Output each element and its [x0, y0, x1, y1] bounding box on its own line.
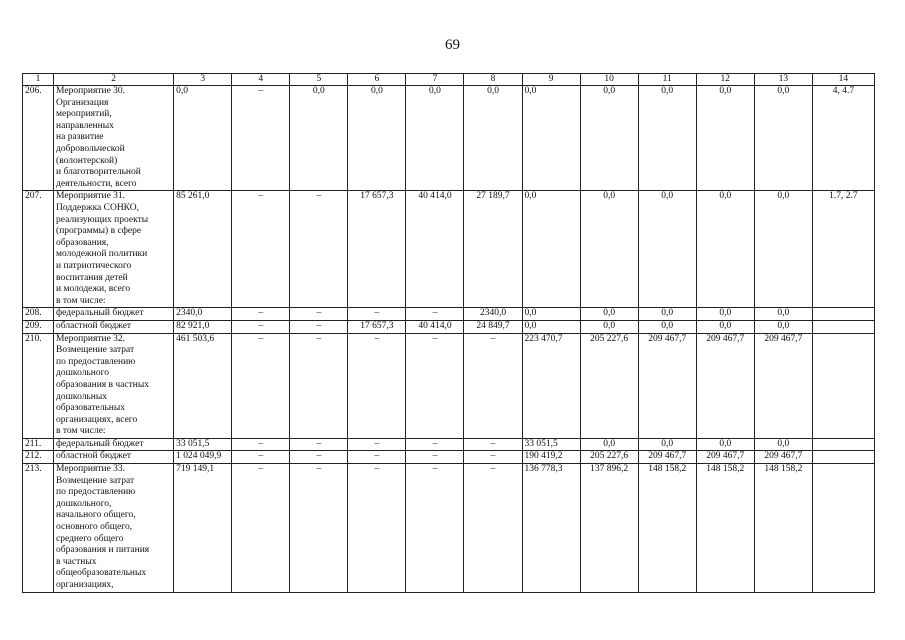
row-value: 0,0: [754, 86, 812, 191]
column-header: 10: [580, 74, 638, 86]
row-number: 210.: [23, 333, 54, 438]
row-value: –: [232, 451, 290, 464]
row-value: 40 414,0: [406, 320, 464, 333]
row-value: –: [406, 308, 464, 321]
page-number: 69: [445, 37, 460, 53]
row-value: 209 467,7: [696, 451, 754, 464]
row-value: 0,0: [580, 308, 638, 321]
row-value: 209 467,7: [696, 333, 754, 438]
row-value: 0,0: [754, 438, 812, 451]
column-header: 14: [812, 74, 874, 86]
table-row: [23, 464, 875, 593]
row-number: 207.: [23, 191, 54, 308]
row-value: 209 467,7: [638, 333, 696, 438]
row-description: федеральный бюджет: [54, 438, 174, 451]
row-value: 0,0: [638, 308, 696, 321]
row-value: 17 657,3: [348, 320, 406, 333]
column-header: 13: [754, 74, 812, 86]
row-value: –: [406, 333, 464, 438]
row-value: 719 149,1: [174, 464, 232, 593]
row-value: 0,0: [580, 320, 638, 333]
row-value: 2340,0: [464, 308, 522, 321]
row-reference: [812, 333, 874, 438]
row-value: 223 470,7: [522, 333, 580, 438]
row-value: –: [348, 333, 406, 438]
row-reference: [812, 464, 874, 593]
table-row: [23, 333, 875, 438]
row-value: –: [406, 451, 464, 464]
column-header: 4: [232, 74, 290, 86]
row-value: –: [290, 438, 348, 451]
row-value: 85 261,0: [174, 191, 232, 308]
row-value: –: [290, 320, 348, 333]
row-value: –: [290, 464, 348, 593]
row-value: –: [406, 438, 464, 451]
table-row: [23, 308, 875, 321]
row-value: 0,0: [638, 86, 696, 191]
row-value: 0,0: [174, 86, 232, 191]
row-value: –: [232, 191, 290, 308]
row-number: 206.: [23, 86, 54, 191]
header-row: [23, 74, 875, 86]
row-value: 40 414,0: [406, 191, 464, 308]
row-value: 0,0: [696, 191, 754, 308]
column-header: 8: [464, 74, 522, 86]
row-value: 0,0: [348, 86, 406, 191]
row-value: –: [232, 308, 290, 321]
row-value: 0,0: [580, 86, 638, 191]
row-value: 148 158,2: [638, 464, 696, 593]
row-description: Мероприятие 33. Возмещение затрат по предоставлению дошкольного, начального общего, основного общего, среднего общего образования и питания в частных общеобразовательных организациях,: [54, 464, 174, 593]
table-row: [23, 86, 875, 191]
row-value: 0,0: [522, 320, 580, 333]
row-number: 209.: [23, 320, 54, 333]
column-header: 11: [638, 74, 696, 86]
table-row: [23, 451, 875, 464]
row-value: –: [464, 333, 522, 438]
column-header: 5: [290, 74, 348, 86]
row-value: 148 158,2: [696, 464, 754, 593]
row-value: 209 467,7: [754, 333, 812, 438]
column-header: 12: [696, 74, 754, 86]
row-description: областной бюджет: [54, 451, 174, 464]
row-value: –: [232, 320, 290, 333]
row-number: 212.: [23, 451, 54, 464]
row-value: 0,0: [638, 320, 696, 333]
row-value: 136 778,3: [522, 464, 580, 593]
column-header: 3: [174, 74, 232, 86]
row-value: 33 051,5: [174, 438, 232, 451]
row-value: 148 158,2: [754, 464, 812, 593]
row-value: –: [232, 86, 290, 191]
budget-table: [22, 73, 875, 593]
row-value: 209 467,7: [638, 451, 696, 464]
row-value: 0,0: [754, 191, 812, 308]
row-description: Мероприятие 31. Поддержка СОНКО, реализующих проекты (программы) в сфере образования, молодежной политики и патриотического воспитания детей и молодежи, всего в том числе:: [54, 191, 174, 308]
row-value: 0,0: [464, 86, 522, 191]
row-value: –: [348, 464, 406, 593]
row-reference: [812, 451, 874, 464]
row-value: 0,0: [522, 191, 580, 308]
row-value: 461 503,6: [174, 333, 232, 438]
row-value: 0,0: [754, 308, 812, 321]
row-number: 213.: [23, 464, 54, 593]
row-value: 24 849,7: [464, 320, 522, 333]
row-value: –: [232, 333, 290, 438]
row-value: –: [348, 438, 406, 451]
row-value: 209 467,7: [754, 451, 812, 464]
row-value: 82 921,0: [174, 320, 232, 333]
row-value: –: [464, 464, 522, 593]
row-value: 1 024 049,9: [174, 451, 232, 464]
row-reference: 1.7, 2.7: [812, 191, 874, 308]
row-value: –: [232, 464, 290, 593]
row-value: 2340,0: [174, 308, 232, 321]
row-value: –: [290, 191, 348, 308]
row-reference: 4, 4.7: [812, 86, 874, 191]
row-value: 190 419,2: [522, 451, 580, 464]
row-value: 0,0: [696, 308, 754, 321]
row-value: –: [290, 451, 348, 464]
column-header: 9: [522, 74, 580, 86]
row-value: 27 189,7: [464, 191, 522, 308]
row-value: 0,0: [638, 191, 696, 308]
row-value: –: [464, 438, 522, 451]
column-header: 2: [54, 74, 174, 86]
row-reference: [812, 438, 874, 451]
column-header: 1: [23, 74, 54, 86]
row-reference: [812, 308, 874, 321]
row-value: 0,0: [580, 438, 638, 451]
row-value: –: [290, 308, 348, 321]
table-row: [23, 320, 875, 333]
row-value: –: [348, 308, 406, 321]
row-value: 0,0: [522, 308, 580, 321]
row-number: 208.: [23, 308, 54, 321]
row-value: 205 227,6: [580, 451, 638, 464]
row-value: –: [406, 464, 464, 593]
column-header: 6: [348, 74, 406, 86]
row-value: –: [464, 451, 522, 464]
row-value: 0,0: [696, 438, 754, 451]
row-value: –: [232, 438, 290, 451]
row-description: федеральный бюджет: [54, 308, 174, 321]
row-value: 205 227,6: [580, 333, 638, 438]
table-row: [23, 438, 875, 451]
row-description: Мероприятие 32. Возмещение затрат по предоставлению дошкольного образования в частных дошкольных образовательных организациях, всего в том числе:: [54, 333, 174, 438]
row-value: 0,0: [580, 191, 638, 308]
row-value: 137 896,2: [580, 464, 638, 593]
row-value: –: [348, 451, 406, 464]
row-value: 33 051,5: [522, 438, 580, 451]
row-value: 17 657,3: [348, 191, 406, 308]
row-value: 0,0: [754, 320, 812, 333]
row-number: 211.: [23, 438, 54, 451]
row-value: 0,0: [290, 86, 348, 191]
row-description: Мероприятие 30. Организация мероприятий, направленных на развитие добровольческой (волонтерской) и благотворительной деятельности, всего: [54, 86, 174, 191]
row-value: –: [290, 333, 348, 438]
row-value: 0,0: [638, 438, 696, 451]
row-value: 0,0: [696, 86, 754, 191]
column-header: 7: [406, 74, 464, 86]
table-row: [23, 191, 875, 308]
row-value: 0,0: [696, 320, 754, 333]
row-value: 0,0: [522, 86, 580, 191]
row-description: областной бюджет: [54, 320, 174, 333]
row-reference: [812, 320, 874, 333]
row-value: 0,0: [406, 86, 464, 191]
